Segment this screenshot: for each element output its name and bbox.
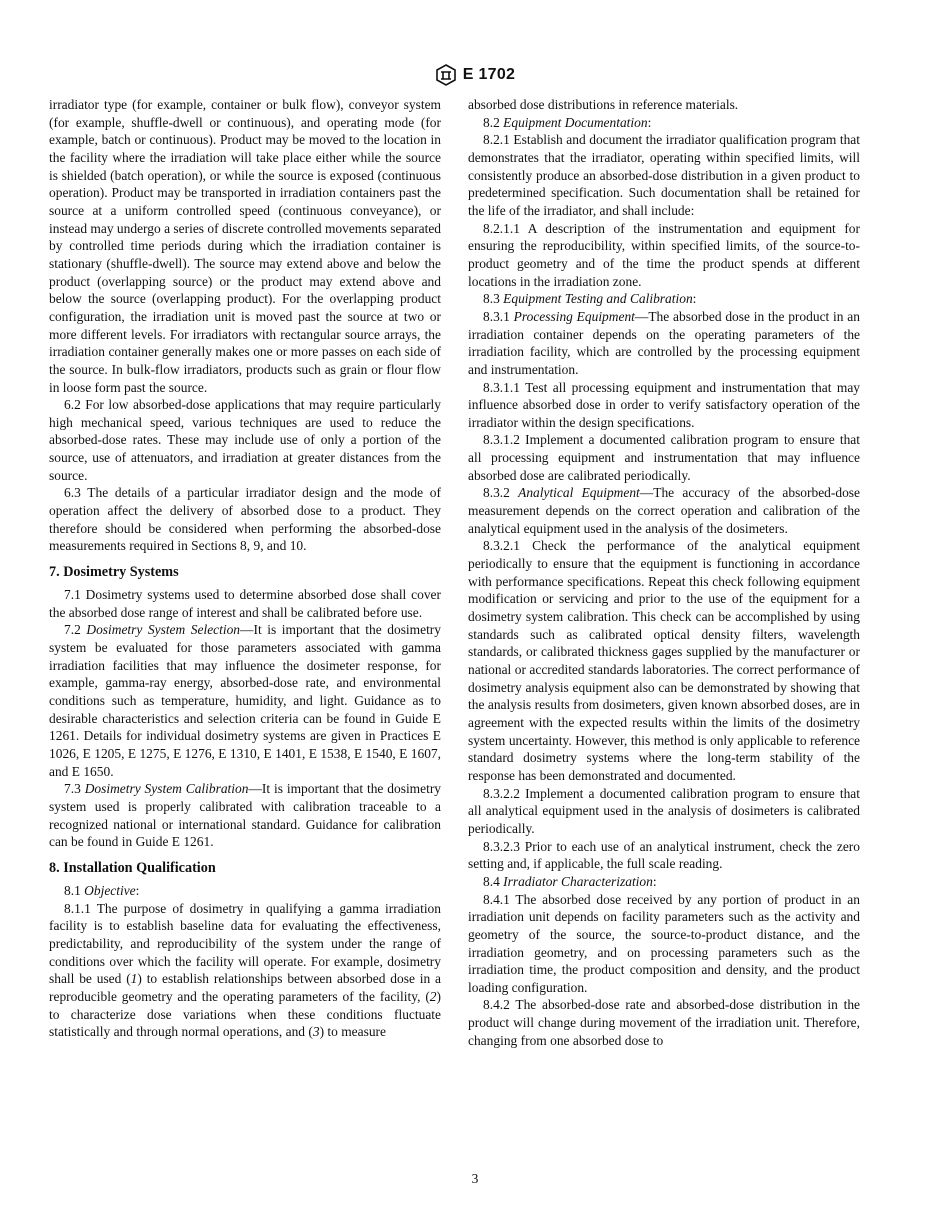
section-heading-7: 7. Dosimetry Systems [49, 564, 179, 581]
text-run: ) to characterize dose variations when these conditions fluctuate statistically and through normal operations, and ( [49, 988, 441, 1040]
paragraph-6-1-continued: irradiator type (for example, container or bulk flow), conveyor system (for example, shuffle-dwell or continuous), and operating mode (for example, batch or continuous). Product may be moved to the location in the facility where the irradiation will take place either while the source is shielded (batch operation), or while the source is exposed (continuous operation). Product may be transported in irradiation containers past the source at a uniform controlled speed (continuous conveyance), or instead may undergo a series of discrete controlled movements separated by controlled time periods during which the irradiation container is stationary (shuffle-dwell). The source may extend above and below the product (overlapping source) or the product may extend above and below the source (overlapping product). For the overlapping product configuration, the irradiation unit is moved past the source at two or more different levels. For irradiators with rectangular source arrays, the irradiation container generally makes one or more passes on each side of the source. In bulk-flow irradiators, products such as grain or flour flow in loose form past the source. [49, 97, 441, 395]
clause-number: 8.4 [483, 873, 500, 889]
paragraph-7-3 [49, 780, 441, 851]
clause-number: 7.2 [64, 622, 81, 638]
paragraph-6-2: 6.2 For low absorbed-dose applications that may require particularly high mechanical speed, various techniques are used to reduce the absorbed-dose rates. These may include use of only a portion of the source, use of attenuators, and irradiation at greater distances from the source. [49, 397, 441, 483]
paragraph-8-3-2-1: 8.3.2.1 Check the performance of the analytical equipment periodically to ensure that the equipment is functioning in accordance with performance specifications. Repeat this check following equipment modification or servicing and prior to the use of the equipment for a dosimetry system calibration. This check can be accomplished by using standards such as calibrated optical density filters, wavelength standards, or calibrated thickness gages supplied by the manufacturer or national or accredited standards laboratories. The correct performance of dosimetry analysis equipment also can be demonstrated by showing that the analysis results from dosimeters, given known absorbed doses, are in agreement with the expected results within the limits of the dosimetry system uncertainty. However, this method is only applicable to reference standard dosimetry systems where the long-term stability of the response has been demonstrated and documented. [468, 538, 860, 783]
clause-title: Dosimetry System Selection [86, 622, 241, 638]
clause-title: Equipment Testing and Calibration [503, 291, 693, 307]
paragraph-8-4: 8.4 Irradiator Characterization: [483, 873, 657, 889]
clause-number: 7.3 [64, 781, 81, 797]
clause-text: —The absorbed dose in the product in an irradiation container depends on the operating parameters of the irradiation facility, which are controlled by the processing equipment and instrumentation. [468, 308, 860, 377]
document-number: E 1702 [462, 66, 516, 83]
paragraph-8-3: 8.3 Equipment Testing and Calibration: [483, 291, 697, 307]
paragraph-7-1: 7.1 Dosimetry systems used to determine absorbed dose shall cover the absorbed dose range of interest and shall be calibrated before use. [49, 587, 441, 620]
clause-title: Dosimetry System Calibration [84, 781, 249, 797]
paragraph-8-3-1-1: 8.3.1.1 Test all processing equipment and instrumentation that may influence absorbed dose in order to verify satisfactory operation of the irradiator within the design specifications. [468, 379, 860, 430]
page-number: 3 [471, 1171, 479, 1186]
paragraph-8-1: 8.1 Objective: [64, 882, 140, 898]
clause-title: Irradiator Characterization [503, 873, 653, 889]
section-heading-8: 8. Installation Qualification [49, 859, 216, 876]
clause-title: Equipment Documentation [503, 114, 648, 130]
text-run: ) to establish relationships between absorbed dose in a reproducible geometry and the operating parameters of the facility, ( [49, 971, 441, 1004]
clause-title: Objective [84, 882, 136, 898]
paragraph-8-1-1 [49, 900, 441, 1041]
clause-number: 8.3.1 [483, 308, 510, 324]
clause-number: 8.2 [483, 114, 500, 130]
paragraph-8-3-1-2: 8.3.1.2 Implement a documented calibration program to ensure that all processing equipment and instrumentation that may influence absorbed dose are calibrated periodically. [468, 432, 860, 483]
left-column [49, 96, 441, 1041]
paragraph-8-1-1-continued: absorbed dose distributions in reference materials. [468, 97, 739, 112]
clause-number: 8.1 [64, 882, 81, 898]
paragraph-8-3-2-2: 8.3.2.2 Implement a documented calibration program to ensure that all analytical equipment used in the analysis of dosimeters is calibrated periodically. [468, 785, 860, 836]
clause-title: Processing Equipment [513, 308, 635, 324]
text-run: ) to measure [319, 1024, 386, 1040]
page-header [0, 63, 950, 87]
list-marker: 2 [429, 988, 437, 1004]
paragraph-8-4-2: 8.4.2 The absorbed-dose rate and absorbed-dose distribution in the product will change during movement of the irradiation unit. Therefore, changing from one absorbed dose to [468, 997, 860, 1048]
clause-number: 8.3.2 [483, 485, 510, 501]
list-marker: 1 [130, 971, 138, 987]
astm-logo-icon [435, 64, 457, 86]
paragraph-8-3-1 [468, 308, 860, 379]
paragraph-8-2-1: 8.2.1 Establish and document the irradiator qualification program that demonstrates that the irradiator, operating within specified limits, will consistently produce an absorbed-dose distribution in a given product to predetermined specification. Such documentation shall be retained for the life of the irradiator, and shall include: [468, 132, 860, 218]
clause-number: 8.3 [483, 291, 500, 307]
paragraph-8-4-1: 8.4.1 The absorbed dose received by any portion of product in an irradiation unit depends on facility parameters such as the activity and geometry of the source, the source-to-product distance, and the irradiation geometry, and on processing parameters such as the irradiation time, the product composition and density, and the product loading configuration. [468, 891, 860, 995]
clause-title: Analytical Equipment [518, 485, 640, 501]
right-column [468, 96, 860, 1049]
clause-text: —It is important that the dosimetry system used is properly calibrated with calibration traceable to a recognized national or international standard. Guidance for calibration can be found in Guide E 1261. [49, 781, 442, 850]
paragraph-7-2 [49, 621, 441, 780]
clause-text: —It is important that the dosimetry system be evaluated for those parameters associated with gamma irradiation facilities that may influence the dosimeter response, for example, gamma-ray energy, absorbed-dose rate, and environmental conditions such as temperature, humidity, and light. Guidance as to desirable characteristics and selection criteria can be found in Guide E 1261. Details for individual dosimetry systems are given in Practices E 1026, E 1205, E 1275, E 1276, E 1310, E 1401, E 1538, E 1540, E 1607, and E 1650. [49, 622, 441, 779]
paragraph-6-3: 6.3 The details of a particular irradiator design and the mode of operation affect the delivery of absorbed dose to a product. They therefore should be considered when performing the absorbed-dose measurements required in Sections 8, 9, and 10. [49, 485, 441, 554]
paragraph-8-2: 8.2 Equipment Documentation: [483, 114, 652, 130]
paragraph-8-3-2 [468, 484, 860, 537]
paragraph-8-3-2-3: 8.3.2.3 Prior to each use of an analytical instrument, check the zero setting and, if applicable, the full scale reading. [468, 838, 860, 872]
list-marker: 3 [312, 1024, 320, 1040]
paragraph-8-2-1-1: 8.2.1.1 A description of the instrumentation and equipment for ensuring the reproducibility, within specified limits, of the source-to-product geometry and of the time the product spends at different locations in the irradiation zone. [468, 220, 860, 289]
text-run: 8.1.1 The purpose of dosimetry in qualifying a gamma irradiation facility is to establish baseline data for evaluating the effectiveness, predictability, and reproducibility of the system under the range of conditions over which the facility will operate. For example, dosimetry shall be used ( [49, 900, 441, 987]
clause-text: —The accuracy of the absorbed-dose measurement depends on the correct operation and calibration of the analytical equipment used in the analysis of the dosimeters. [468, 485, 860, 536]
